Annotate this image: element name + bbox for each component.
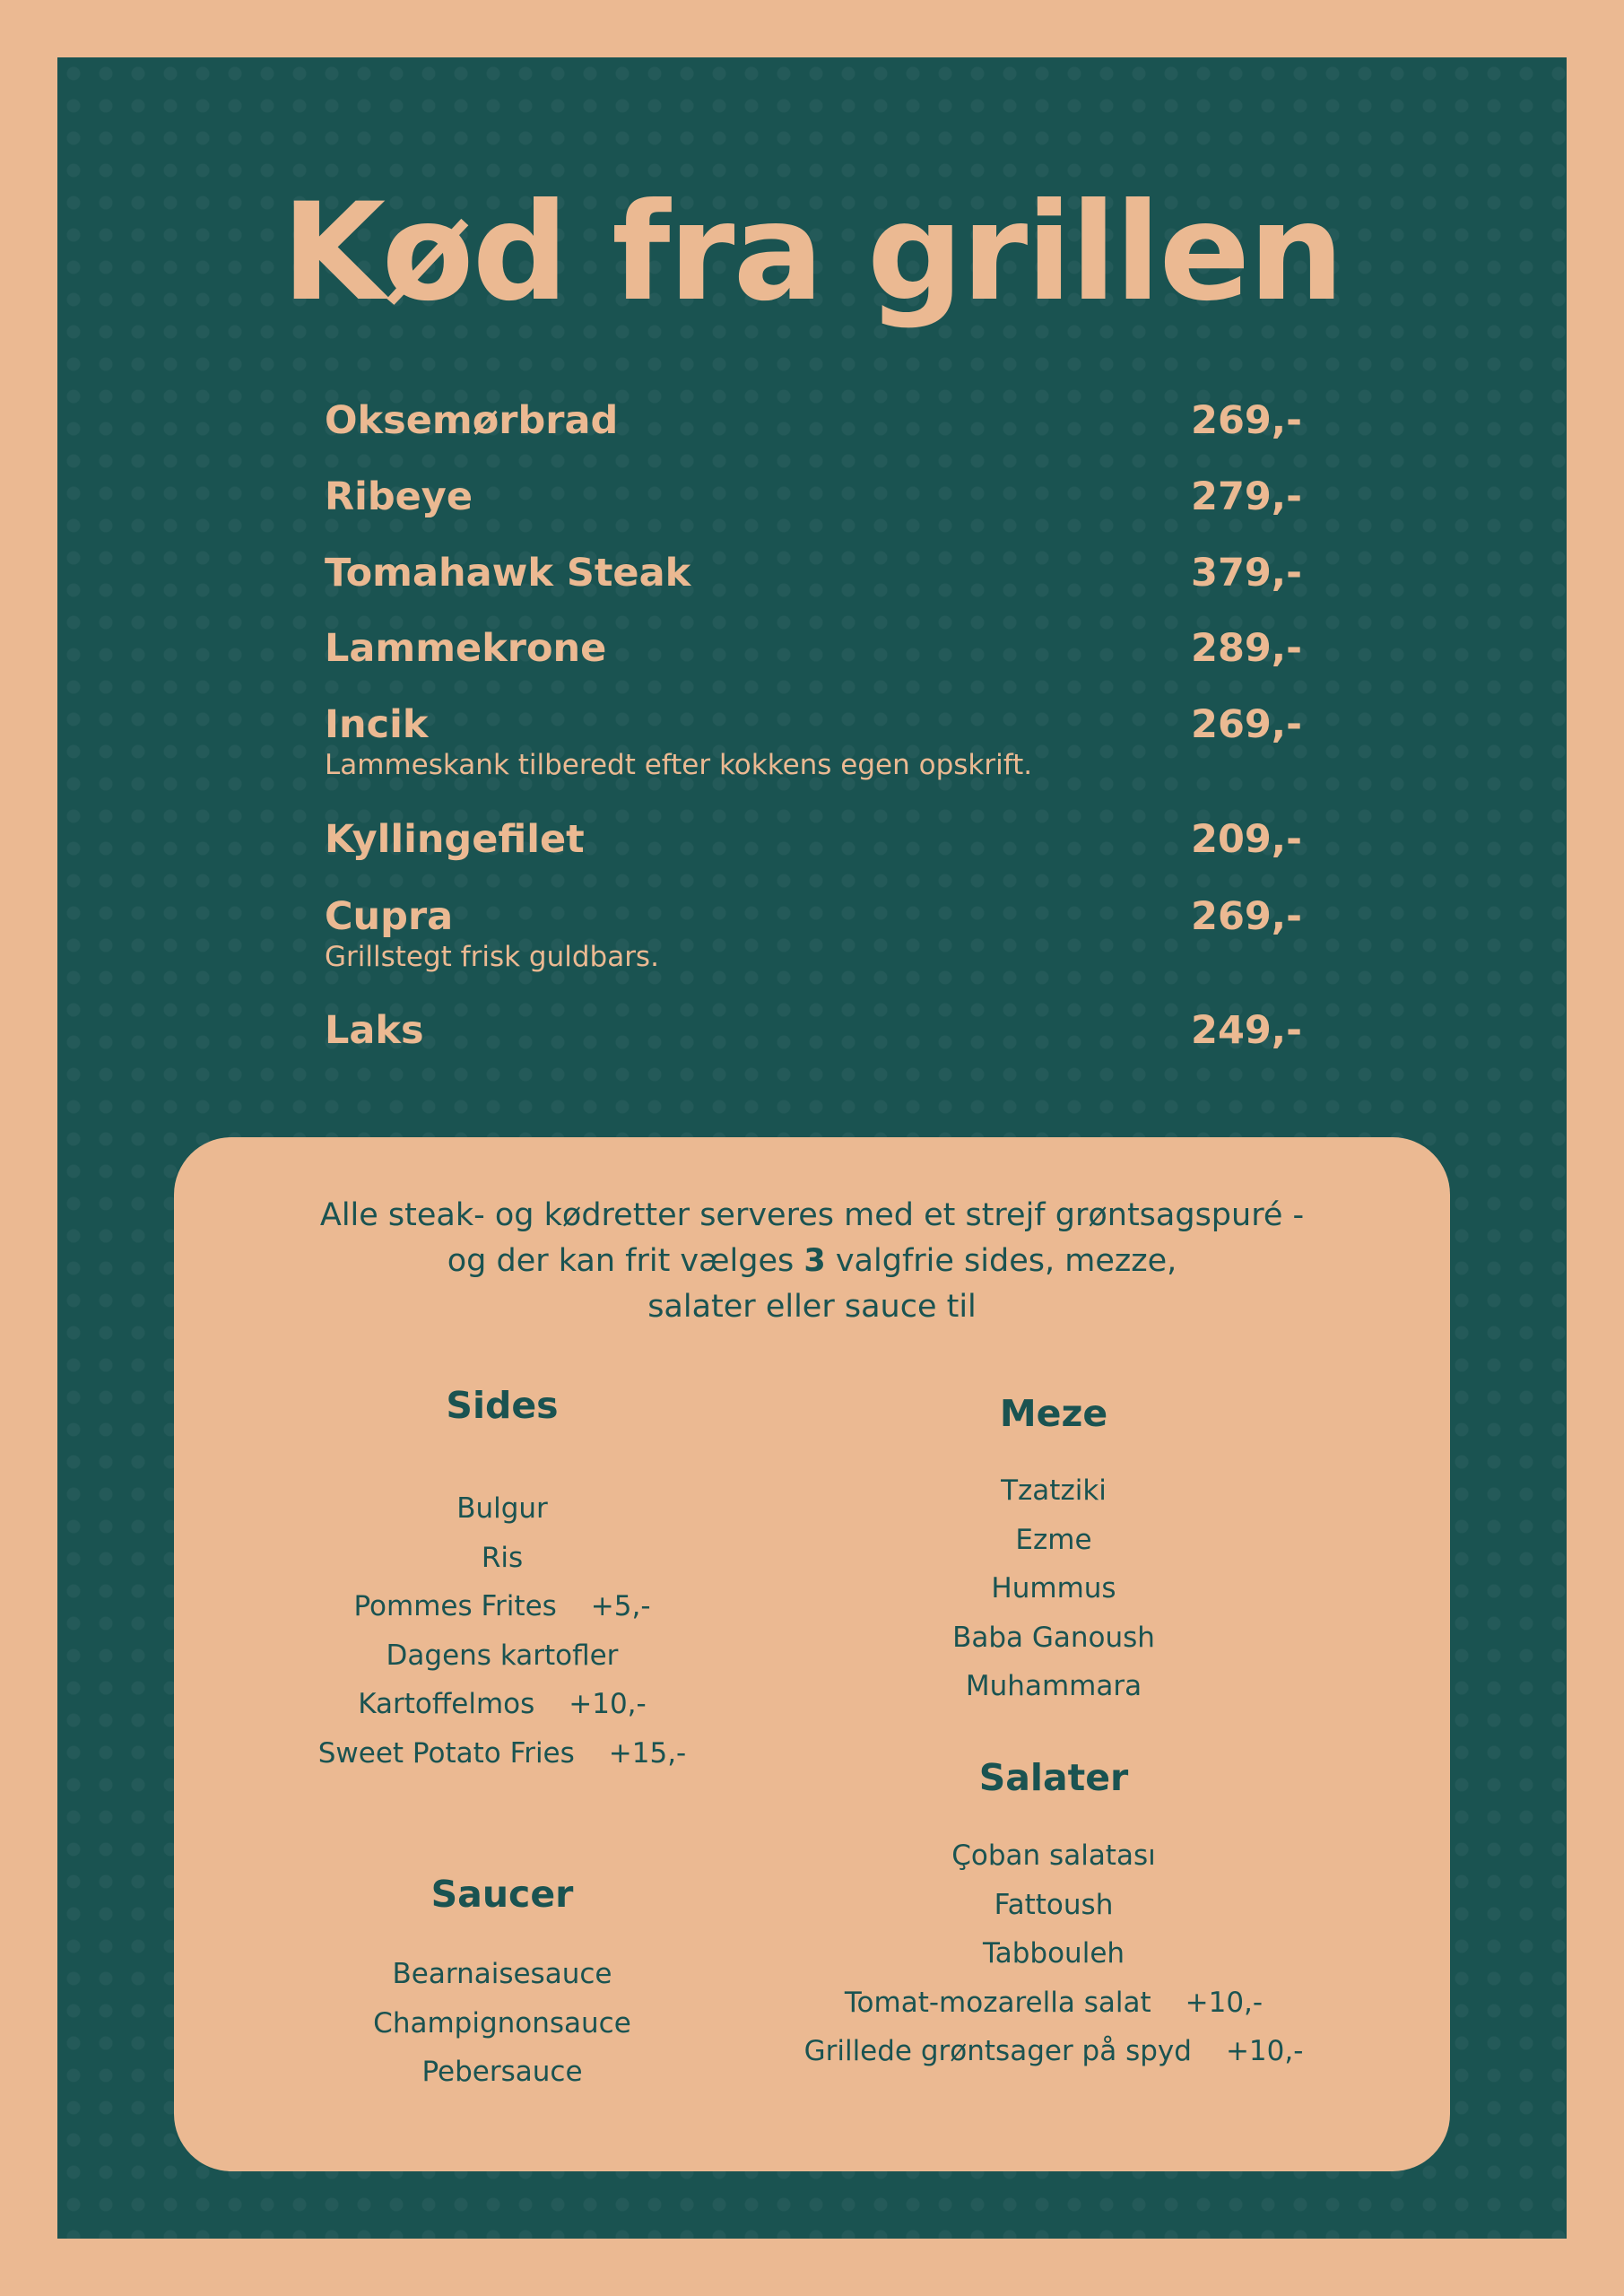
dish-name: Kyllingefilet <box>325 817 585 862</box>
list-item: Hummus <box>991 1572 1116 1605</box>
meze-list <box>829 1466 1278 1711</box>
dish-price: 269,- <box>1191 398 1302 443</box>
page-title: Kød fra grillen <box>281 175 1343 331</box>
dish-price: 379,- <box>1191 551 1302 596</box>
dish-item <box>325 699 1302 781</box>
dish-item <box>325 891 1302 973</box>
dish-item <box>325 471 1302 523</box>
salater-heading: Salater <box>978 1756 1129 1799</box>
list-item: Tabbouleh <box>982 1937 1125 1970</box>
intro-text <box>174 1193 1450 1330</box>
dish-price: 249,- <box>1191 1008 1302 1053</box>
dish-price: 269,- <box>1191 894 1302 939</box>
intro-line: salater eller sauce til <box>647 1289 977 1325</box>
list-item: Tomat-mozarella salat +10,- <box>844 1986 1264 2019</box>
list-item: Dagens kartofler <box>386 1639 619 1672</box>
sides-card <box>174 1137 1450 2171</box>
dish-name: Cupra <box>325 894 454 939</box>
list-item: Tzatziki <box>1001 1474 1107 1507</box>
dish-price: 209,- <box>1191 817 1302 862</box>
list-item: Grillede grøntsager på spyd +10,- <box>803 2035 1304 2068</box>
dish-name: Lammekrone <box>325 626 607 671</box>
dish-name: Tomahawk Steak <box>325 551 691 596</box>
list-item: Bearnaisesauce <box>392 1958 612 1990</box>
list-item: Ris <box>481 1541 524 1574</box>
sides-heading: Sides <box>446 1384 559 1427</box>
list-item: Ezme <box>1015 1523 1092 1556</box>
dish-description: Lammeskank tilberedt efter kokkens egen opskrift. <box>325 749 1033 781</box>
list-item: Sweet Potato Fries +15,- <box>317 1736 687 1770</box>
dish-name: Oksemørbrad <box>325 398 619 443</box>
list-item: Bulgur <box>456 1492 548 1525</box>
list-item: Muhammara <box>965 1670 1142 1703</box>
list-item: Champignonsauce <box>373 2006 631 2039</box>
dish-price: 279,- <box>1191 474 1302 519</box>
dish-name: Incik <box>325 702 429 747</box>
dish-item <box>325 813 1302 865</box>
saucer-list <box>278 1950 726 2097</box>
list-item: Kartoffelmos +10,- <box>358 1688 647 1721</box>
dish-price: 289,- <box>1191 626 1302 671</box>
dish-item <box>325 547 1302 599</box>
list-item: Baba Ganoush <box>952 1621 1155 1654</box>
dish-name: Laks <box>325 1008 424 1053</box>
dish-item <box>325 395 1302 447</box>
meze-heading: Meze <box>999 1392 1108 1435</box>
list-item: Pebersauce <box>421 2056 583 2089</box>
list-item: Fattoush <box>994 1888 1114 1921</box>
intro-count: 3 <box>803 1243 826 1279</box>
list-item: Çoban salatası <box>951 1839 1156 1872</box>
intro-line: og der kan frit vælges 3 valgfrie sides, mezze, <box>447 1243 1177 1279</box>
intro-line: Alle steak- og kødretter serveres med et strejf grøntsagspuré - <box>319 1197 1305 1233</box>
dish-item <box>325 622 1302 674</box>
list-item: Pommes Frites +5,- <box>353 1590 651 1623</box>
saucer-heading: Saucer <box>430 1873 574 1916</box>
dish-name: Ribeye <box>325 474 473 519</box>
salater-list <box>785 1831 1323 2076</box>
sides-list <box>278 1484 726 1779</box>
dish-item <box>325 1004 1302 1057</box>
dish-price: 269,- <box>1191 702 1302 747</box>
dish-description: Grillstegt frisk guldbars. <box>325 941 659 973</box>
